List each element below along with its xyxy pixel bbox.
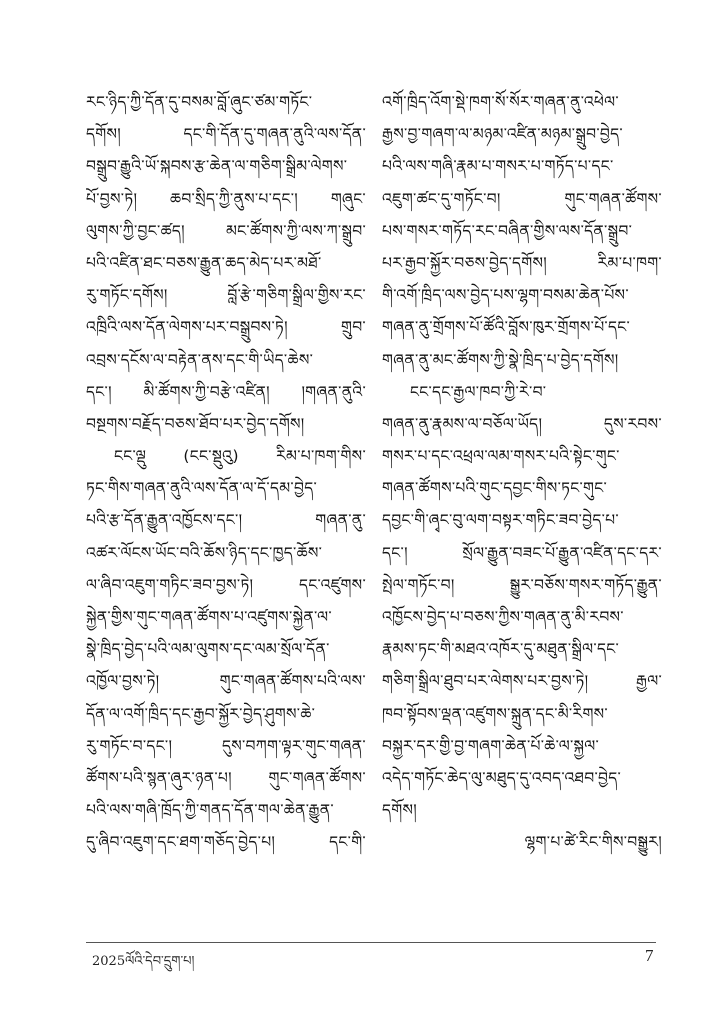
text-line: གསར་པ་དང་འཕྲལ་ལམ་གསར་པའི་སྟེང་གུང་ [382,447,620,466]
text-line: གཞན་ནུ་རྣམས་ལ་བཅོལ་ཡོད། དུས་རབས་ [382,414,662,433]
footer-rule [86,942,656,943]
paragraph-end-line: གཞན་ནུ་མང་ཚོགས་ཀྱི་སྣེ་ཁྲིད་པ་བྱེད་དགོས། [382,350,619,369]
text-line: པའི་ལས་གཞི་རྣམ་པ་གསར་པ་གཏོད་པ་དང་ [382,157,614,176]
text-line: འཚར་ལོངས་ཡོང་བའི་ཆོས་ཉིད་དང་ཁྱད་ཆོས་ [86,543,323,562]
text-line: འཁྱོངས་བྱེད་པ་བཅས་ཀྱིས་གཞན་ནུ་མི་རབས་ [382,608,624,626]
text-line: སྤེལ་གཏོང་བ། སྒྱུར་བཅོས་གསར་གཏོད་རྒྱུན་ [382,575,662,594]
text-line: རྒྱས་བྱ་གཞག་ལ་མཉམ་འཛིན་མཉམ་སྒྲུབ་བྱེད་ [382,125,623,144]
text-line: ཚོགས་པའི་སྙན་ཞུར་ཉན་པ། གུང་གཞན་ཚོགས་ [86,768,366,787]
text-line: བསྐྱར་དར་གྱི་བྱ་གཞག་ཆེན་པོ་ཆེ་ལ་སྐྱལ་ [382,736,600,755]
text-line: སྐྱེན་གྱིས་གུང་གཞན་ཚོགས་པ་འཛུགས་སྐྱེན་ལ་ [86,608,332,626]
text-line: དབྱང་གི་ཞྭང་བུ་ལག་བསྟར་གཏིང་ཟབ་བྱེད་པ་ [382,511,619,530]
text-line: གི་འགོ་ཁྲིད་ལས་བྱེད་པས་ལྷག་བསམ་ཆེན་པོས་ [382,286,629,305]
text-line: དང་། སྲོལ་རྒྱུན་བཟང་པོ་རྒྱུན་འཛིན་དང་དར་ [382,543,662,562]
text-line: འགོ་ཁྲིད་འོག་སྡེ་ཁག་སོ་སོར་གཞན་ནུ་འཕེལ་ [382,93,619,111]
paragraph-start-line: ངང་ལྡུ (ངང་སྡུའུ) རིམ་པ་ཁག་གིས་ [114,447,366,466]
text-line: འཁྲིའི་ལས་དོན་ལེགས་པར་བསྒྲུབས་ཏེ། གྲུབ་ [86,318,366,337]
left-column [86,86,366,859]
text-line: འཇུག་ཚང་དུ་གཏོང་བ། གུང་གཞན་ཚོགས་ [382,189,662,208]
paragraph-end-line: བསྔགས་བརྗོད་བཅས་ཐོབ་པར་བྱེད་དགོས། [86,414,305,433]
text-line: གཅིག་སྒྲིལ་ཐུབ་པར་ལེགས་པར་བྱས་ཏེ། རྒྱལ་ [382,672,662,691]
text-line: པར་རྒྱབ་སྐྱོར་བཅས་བྱེད་དགོས། རིམ་པ་ཁག་ [382,253,662,272]
text-line: དང་། མི་ཚོགས་ཀྱི་བརྩེ་འཛིན། །གཞན་ནུའི་ [86,382,366,401]
text-line: སྣེ་ཁྲིད་བྱེད་པའི་ལམ་ལུགས་དང་ལམ་སྲོལ་དོན་ [86,640,330,659]
text-line: པའི་འཛིན་ཐང་བཅས་རྒྱུན་ཆད་མེད་པར་མཐོ་ [86,253,322,272]
text-line: གཞན་ནུ་གྲོགས་པོ་ཚོའི་བློས་ཁུར་གྲོགས་པོ་དང་ [382,318,631,337]
text-line: ཁབ་སྟོབས་ལྡན་འཛུགས་སྐྲུན་དང་མི་རིགས་ [382,704,608,723]
text-line: རུ་གཏོང་དགོས། བློ་རྩེ་གཅིག་སྒྲིལ་གྱིས་རང་ [86,286,366,305]
paragraph-end-line: དགོས། [382,801,417,820]
text-line: པའི་ལས་གཞི་ཁྲོད་ཀྱི་གནད་དོན་གལ་ཆེན་རྒྱུན་ [86,801,334,820]
paragraph-start-line: ངང་དང་རྒྱལ་ཁབ་ཀྱི་རེ་བ་ [410,382,547,401]
footer-issue: 2025ལོའི་དེབ་དྲུག་པ། [92,954,195,969]
text-line: དུ་ཞིབ་འཇུག་དང་ཐག་གཅོད་བྱེད་པ། དང་གི་ [86,833,366,852]
page-number: 7 [645,946,654,965]
text-line: རུ་གཏོང་བ་དང་། དུས་བཀག་ལྟར་གུང་གཞན་ [86,736,366,755]
right-column [382,86,662,859]
text-line: རང་ཉིད་ཀྱི་དོན་དུ་བསམ་བློ་ཞུང་ཙམ་གཏོང་ [86,93,313,111]
text-line: དོན་ལ་འགོ་ཁྲིད་དང་རྒྱབ་སྐྱོར་བྱེད་ཤུགས་ཆེ་ [86,704,316,723]
text-line: ཏང་གིས་གཞན་ནུའི་ལས་དོན་ལ་དོ་དམ་བྱེད་ [86,479,318,498]
text-line: འབྲས་དངོས་ལ་བརྟེན་ནས་དང་གི་ཡིད་ཆེས་ [86,350,314,369]
text-line: བསྒྲུབ་རྒྱུའི་ཡོ་སྐབས་རྩ་ཆེན་ལ་གཅིག་སྒྲིམ་ལེགས་ [86,157,348,176]
text-line: ལ་ཞིབ་འཇུག་གཏིང་ཟབ་བྱས་ཏེ། དང་འཛུགས་ [86,575,366,594]
text-line: གཞན་ཚོགས་པའི་གུང་དབྱང་གིས་ཏང་གུང་ [382,479,608,498]
text-line: འཁྱོལ་བྱས་ཏེ། གུང་གཞན་ཚོགས་པའི་ལས་ [86,672,366,691]
text-line: དགོས། དང་གི་དོན་དུ་གཞན་ནུའི་ལས་དོན་ [86,125,366,144]
text-line: འདེད་གཏོང་ཆེད་ལུ་མཐུད་དུ་འབད་འཐབ་བྱེད་ [382,768,622,787]
text-line: པའི་རྩ་དོན་རྒྱུན་འཁྱོངས་དང་། གཞན་ནུ་ [86,511,366,530]
text-line: པོ་བྱས་ཏེ། ཆབ་སྲིད་ཀྱི་ནུས་པ་དང་། གཞུང་ [86,189,366,208]
text-line: པས་གསར་གཏོད་རང་བཞིན་གྱིས་ལས་དོན་སྒྲུབ་ [382,221,633,240]
translator-credit: ལྷག་པ་ཚེ་རིང་གིས་བསྒྱུར། [524,833,662,852]
text-line: ལུགས་ཀྱི་བྱང་ཚད། མང་ཚོགས་ཀྱི་ལས་ཀ་སྒྲུབ་ [86,221,366,240]
text-line: རྣམས་ཏང་གི་མཐའ་འཁོར་དུ་མཐུན་སྒྲིལ་དང་ [382,640,620,659]
